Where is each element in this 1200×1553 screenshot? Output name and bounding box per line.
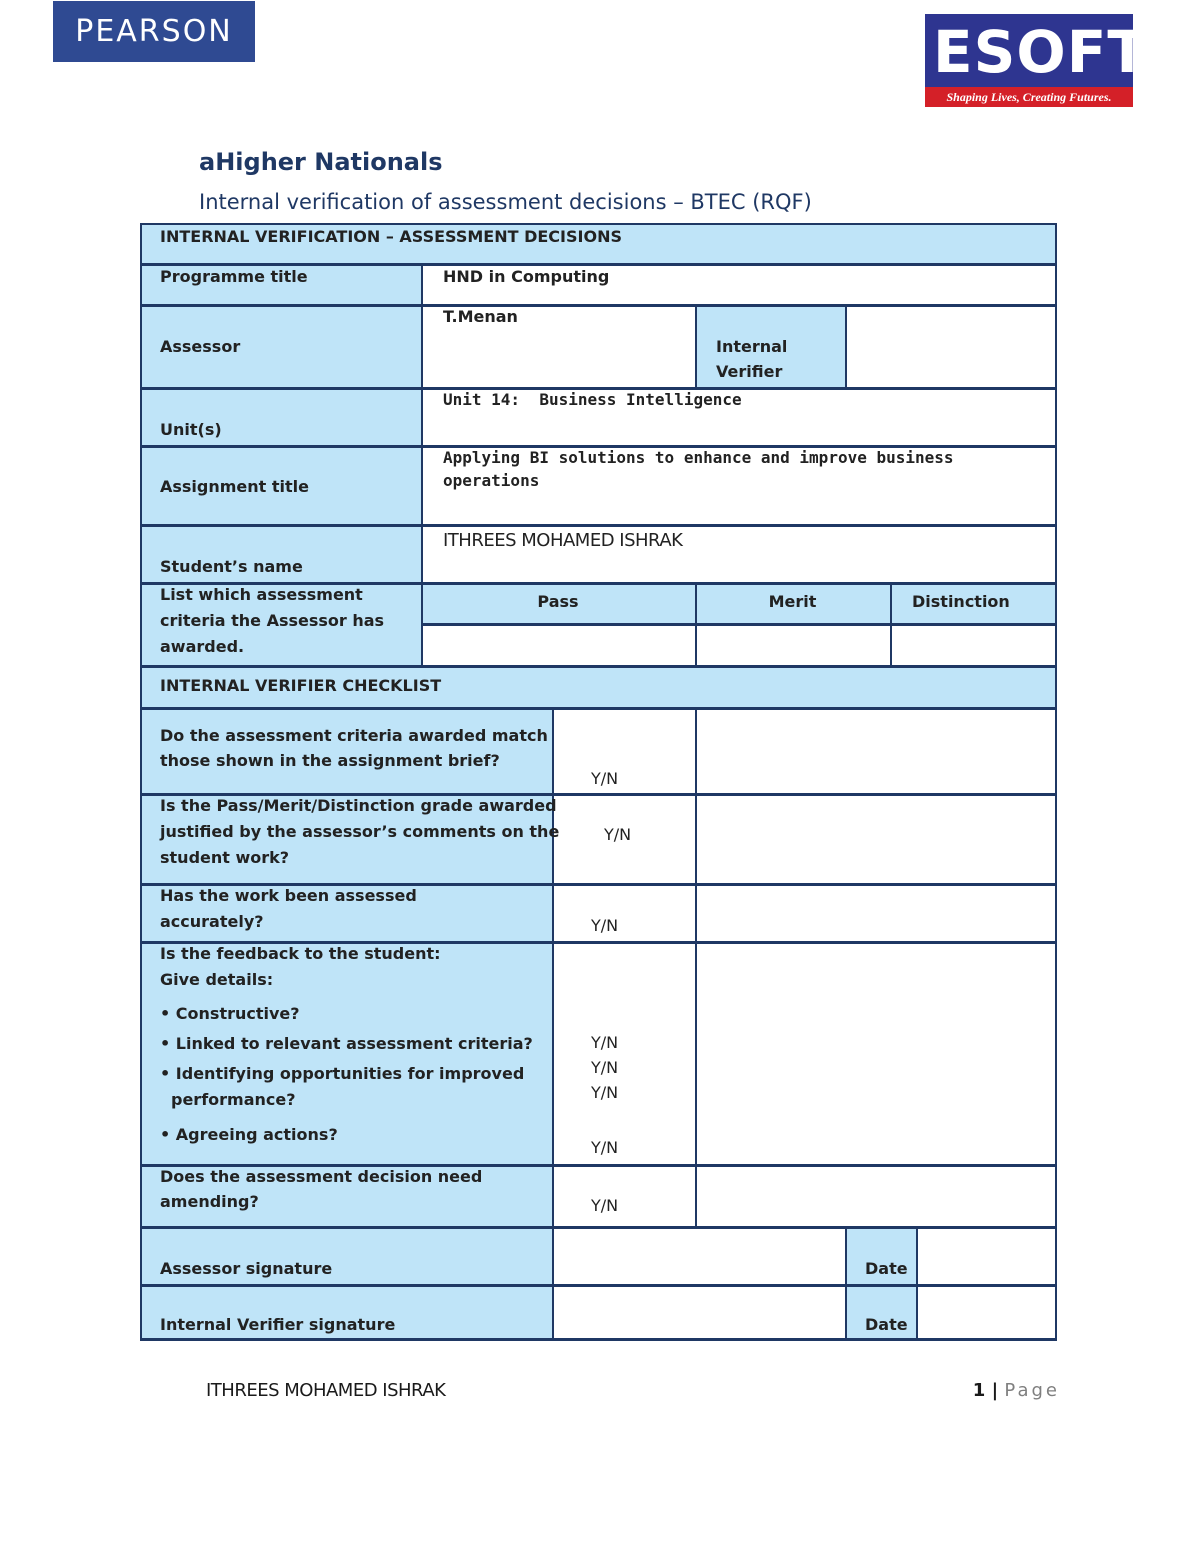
- q3-yn-cell[interactable]: [552, 883, 695, 941]
- verifier-signature-label: Internal Verifier signature: [160, 1315, 396, 1334]
- merit-value-cell[interactable]: [695, 623, 890, 665]
- q1-yn-cell[interactable]: [552, 707, 695, 793]
- section2-title: INTERNAL VERIFIER CHECKLIST: [160, 676, 442, 695]
- q4-bullet-agreeing: • Agreeing actions?: [160, 1125, 338, 1144]
- footer-page-word: Page: [1004, 1380, 1060, 1401]
- q4-bullet-identifying-cont: performance?: [171, 1090, 296, 1109]
- section1-title: INTERNAL VERIFICATION – ASSESSMENT DECISIONS: [160, 227, 622, 246]
- assignment-label: Assignment title: [160, 477, 310, 496]
- verifier-date-cell[interactable]: [916, 1284, 1057, 1341]
- footer-student-name: ITHREES MOHAMED ISHRAK: [206, 1380, 446, 1401]
- footer-page-number: 1: [972, 1380, 986, 1401]
- page-title: aHigher Nationals: [199, 148, 443, 176]
- q1-line1: Do the assessment criteria awarded match: [160, 726, 548, 745]
- q4-bullet-constructive: • Constructive?: [160, 1004, 300, 1023]
- esoft-logo-word: ESOFT: [933, 18, 1148, 86]
- q5-line1: Does the assessment decision need: [160, 1167, 483, 1186]
- criteria-label-line3: awarded.: [160, 637, 245, 656]
- assessor-signature-label: Assessor signature: [160, 1259, 333, 1278]
- q3-yn: Y/N: [591, 916, 619, 935]
- q5-yn-cell[interactable]: [552, 1164, 695, 1226]
- q4-bullet-linked: • Linked to relevant assessment criteria?: [160, 1034, 533, 1053]
- footer-page: [973, 1380, 1060, 1401]
- programme-label: Programme title: [160, 267, 308, 286]
- q1-line2: those shown in the assignment brief?: [160, 751, 500, 770]
- assessor-value: T.Menan: [443, 307, 518, 326]
- q4-yn-1: Y/N: [591, 1033, 619, 1052]
- assignment-value-line1: Applying BI solutions to enhance and improve business: [443, 448, 954, 467]
- verifier-signature-cell[interactable]: [552, 1284, 845, 1341]
- q2-line2: justified by the assessor’s comments on the: [160, 822, 560, 841]
- unit-value: Unit 14: Business Intelligence: [443, 390, 742, 409]
- q4-yn-3: Y/N: [591, 1083, 619, 1102]
- q2-line1: Is the Pass/Merit/Distinction grade awarded: [160, 796, 557, 815]
- q4-bullet-identifying: • Identifying opportunities for improved: [160, 1064, 525, 1083]
- footer-separator: |: [985, 1380, 1005, 1401]
- q4-yn-4: Y/N: [591, 1138, 619, 1157]
- pearson-logo: [53, 1, 255, 62]
- q4-intro-line1: Is the feedback to the student:: [160, 944, 441, 963]
- programme-value: HND in Computing: [443, 267, 610, 286]
- unit-label: Unit(s): [160, 420, 222, 439]
- q3-line2: accurately?: [160, 912, 264, 931]
- merit-header: Merit: [768, 592, 817, 611]
- q4-comment-cell[interactable]: [695, 941, 1057, 1164]
- assessor-label: Assessor: [160, 337, 241, 356]
- verifier-label-line1: Internal: [716, 337, 788, 356]
- distinction-value-cell[interactable]: [890, 623, 1057, 665]
- q2-line3: student work?: [160, 848, 290, 867]
- criteria-label-line2: criteria the Assessor has: [160, 611, 385, 630]
- assessor-signature-cell[interactable]: [552, 1226, 845, 1284]
- assessor-date-cell[interactable]: [916, 1226, 1057, 1284]
- q1-comment-cell[interactable]: [695, 707, 1057, 793]
- pass-value-cell[interactable]: [421, 623, 695, 665]
- pass-header: Pass: [537, 592, 579, 611]
- assignment-value-line2: operations: [443, 471, 540, 490]
- student-label: Student’s name: [160, 557, 303, 576]
- q2-comment-cell[interactable]: [695, 793, 1057, 883]
- q4-yn-2: Y/N: [591, 1058, 619, 1077]
- q5-comment-cell[interactable]: [695, 1164, 1057, 1226]
- q4-intro-line2: Give details:: [160, 970, 274, 989]
- q1-yn: Y/N: [591, 769, 619, 788]
- distinction-header: Distinction: [912, 592, 1010, 611]
- q4-yn-cell[interactable]: [552, 941, 695, 1164]
- verifier-date-label: Date: [865, 1315, 908, 1334]
- q5-yn: Y/N: [591, 1196, 619, 1215]
- criteria-label-line1: List which assessment: [160, 585, 363, 604]
- page-subtitle: Internal verification of assessment decisions – BTEC (RQF): [199, 190, 812, 214]
- esoft-logo-tagline: Shaping Lives, Creating Futures.: [925, 87, 1133, 107]
- q3-line1: Has the work been assessed: [160, 886, 417, 905]
- q3-comment-cell[interactable]: [695, 883, 1057, 941]
- student-value: ITHREES MOHAMED ISHRAK: [443, 530, 683, 551]
- q5-line2: amending?: [160, 1192, 259, 1211]
- pearson-logo-text: PEARSON: [75, 14, 233, 49]
- verifier-label-line2: Verifier: [716, 362, 783, 381]
- assessor-date-label: Date: [865, 1259, 908, 1278]
- q2-yn: Y/N: [604, 825, 632, 844]
- verifier-value-cell[interactable]: [845, 304, 1057, 387]
- esoft-logo: [925, 14, 1148, 107]
